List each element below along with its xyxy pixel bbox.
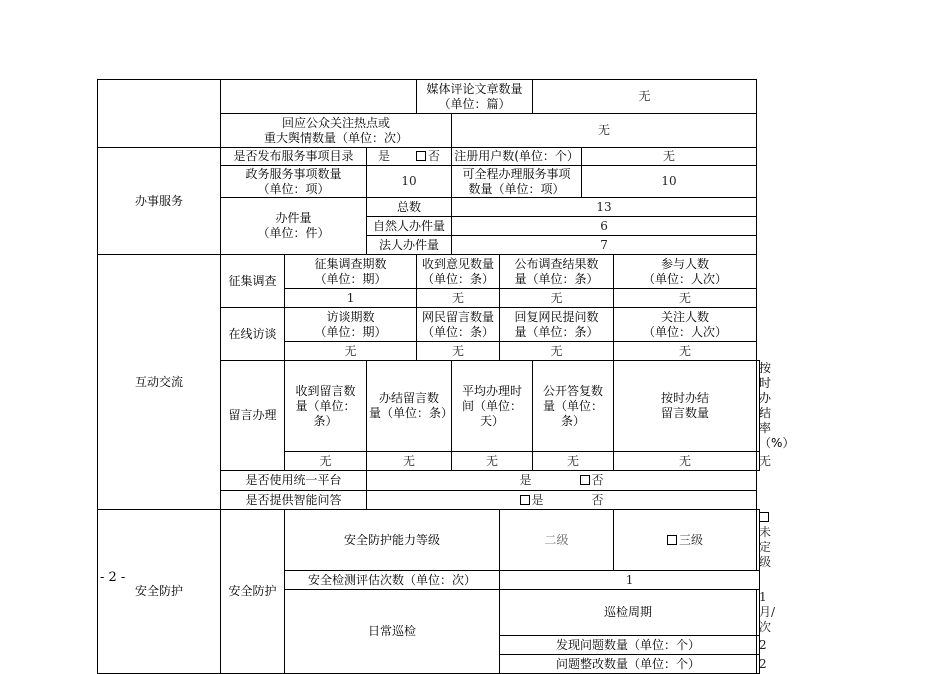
- survey-value: 无: [417, 289, 500, 308]
- survey-value: 无: [614, 289, 757, 308]
- level-option-undetermined[interactable]: [757, 510, 772, 571]
- survey-value: 1: [285, 289, 417, 308]
- section-interaction: 互动交流: [98, 255, 221, 510]
- platform-options: [367, 471, 757, 491]
- interview-header: 关注人数 （单位：人次）: [614, 308, 757, 342]
- catalog-options: [367, 148, 452, 166]
- eval-label: 安全检测评估次数（单位：次）: [285, 571, 500, 590]
- interview-value: 无: [417, 342, 500, 361]
- survey-label: 征集调查: [221, 255, 285, 308]
- survey-header: 公布调查结果数 量（单位：条）: [500, 255, 614, 289]
- level-option-3[interactable]: [614, 510, 757, 571]
- message-value: 无: [285, 452, 367, 471]
- message-header: 公开答复数 量（单位：条）: [533, 361, 614, 452]
- message-value: 无: [452, 452, 533, 471]
- message-header: 按时办结率 （%）: [757, 361, 760, 452]
- fixed-label: 问题整改数量（单位：个）: [500, 655, 757, 674]
- period-label: 巡检周期: [500, 590, 757, 636]
- interview-label: 在线访谈: [221, 308, 285, 361]
- section-security: 安全防护: [98, 510, 221, 674]
- empty-cell: [221, 80, 417, 114]
- catalog-no[interactable]: 否: [428, 149, 441, 163]
- level-label: 安全防护能力等级: [285, 510, 500, 571]
- empty-cell: [98, 80, 221, 148]
- checkbox-icon[interactable]: [667, 535, 677, 545]
- section-service: 办事服务: [98, 148, 221, 255]
- message-header: 平均办理时 间（单位：天）: [452, 361, 533, 452]
- survey-value: 无: [500, 289, 614, 308]
- table-row: [98, 255, 760, 289]
- checkbox-icon[interactable]: [580, 475, 590, 485]
- interview-value: 无: [500, 342, 614, 361]
- statistics-table: [97, 79, 795, 674]
- natural-label: 自然人办件量: [367, 217, 452, 236]
- checkbox-icon[interactable]: [520, 495, 530, 505]
- media-comment-value: 无: [533, 80, 757, 114]
- patrol-label: 日常巡检: [285, 590, 500, 674]
- interview-header: 网民留言数量 （单位：条）: [417, 308, 500, 342]
- platform-label: 是否使用统一平台: [221, 471, 367, 491]
- level-option-2[interactable]: 二级: [500, 510, 614, 571]
- users-value: 无: [582, 148, 757, 166]
- total-label: 总数: [367, 198, 452, 217]
- catalog-yes[interactable]: 是: [378, 149, 391, 163]
- cases-label: 办件量 （单位：件）: [221, 198, 367, 255]
- message-header: 收到留言数 量（单位：条）: [285, 361, 367, 452]
- legal-value: 7: [452, 236, 757, 255]
- period-value: 1 月/次: [757, 590, 760, 636]
- users-label: 注册用户数(单位：个）: [452, 148, 582, 166]
- message-value: 无: [367, 452, 452, 471]
- message-value: 无: [757, 452, 760, 471]
- eval-value: 1: [500, 571, 760, 590]
- platform-yes[interactable]: 是: [519, 473, 532, 487]
- catalog-label: 是否发布服务事项目录: [221, 148, 367, 166]
- media-response-label: 回应公众关注热点或 重大舆情数量（单位：次）: [221, 114, 452, 148]
- media-response-value: 无: [452, 114, 757, 148]
- interview-header: 访谈期数 （单位：期）: [285, 308, 417, 342]
- table-row: [98, 148, 760, 166]
- legal-label: 法人办件量: [367, 236, 452, 255]
- message-value: 无: [533, 452, 614, 471]
- message-label: 留言办理: [221, 361, 285, 471]
- platform-no[interactable]: 否: [591, 473, 604, 487]
- smart-label: 是否提供智能问答: [221, 491, 367, 510]
- media-comment-label: 媒体评论文章数量 （单位：篇）: [417, 80, 533, 114]
- message-header: 按时办结 留言数量: [614, 361, 757, 452]
- items-label: 政务服务事项数量 （单位：项）: [221, 166, 367, 198]
- page-number: - 2 -: [100, 570, 126, 585]
- interview-header: 回复网民提问数 量（单位：条）: [500, 308, 614, 342]
- table-row: [98, 80, 760, 114]
- interview-value: 无: [285, 342, 417, 361]
- level-option-3-label: 三级: [679, 532, 704, 547]
- security-sub-label: 安全防护: [221, 510, 285, 674]
- found-label: 发现问题数量（单位：个）: [500, 636, 757, 655]
- found-value: 2: [757, 636, 760, 655]
- natural-value: 6: [452, 217, 757, 236]
- interview-value: 无: [614, 342, 757, 361]
- total-value: 13: [452, 198, 757, 217]
- smart-no[interactable]: 否: [591, 492, 604, 507]
- smart-options: [367, 491, 757, 510]
- message-header: 办结留言数 量（单位：条）: [367, 361, 452, 452]
- survey-header: 征集调查期数 （单位：期）: [285, 255, 417, 289]
- level-option-undetermined-label: 未定级: [759, 525, 772, 569]
- message-value: 无: [614, 452, 757, 471]
- survey-header: 参与人数 （单位：人次）: [614, 255, 757, 289]
- items-value: 10: [367, 166, 452, 198]
- table-row: [98, 510, 760, 571]
- online-value: 10: [582, 166, 757, 198]
- smart-yes[interactable]: 是: [531, 492, 544, 507]
- checkbox-icon[interactable]: [759, 512, 769, 522]
- checkbox-icon[interactable]: [416, 151, 426, 161]
- online-label: 可全程办理服务事项 数量（单位：项）: [452, 166, 582, 198]
- survey-header: 收到意见数量 （单位：条）: [417, 255, 500, 289]
- fixed-value: 2: [757, 655, 760, 674]
